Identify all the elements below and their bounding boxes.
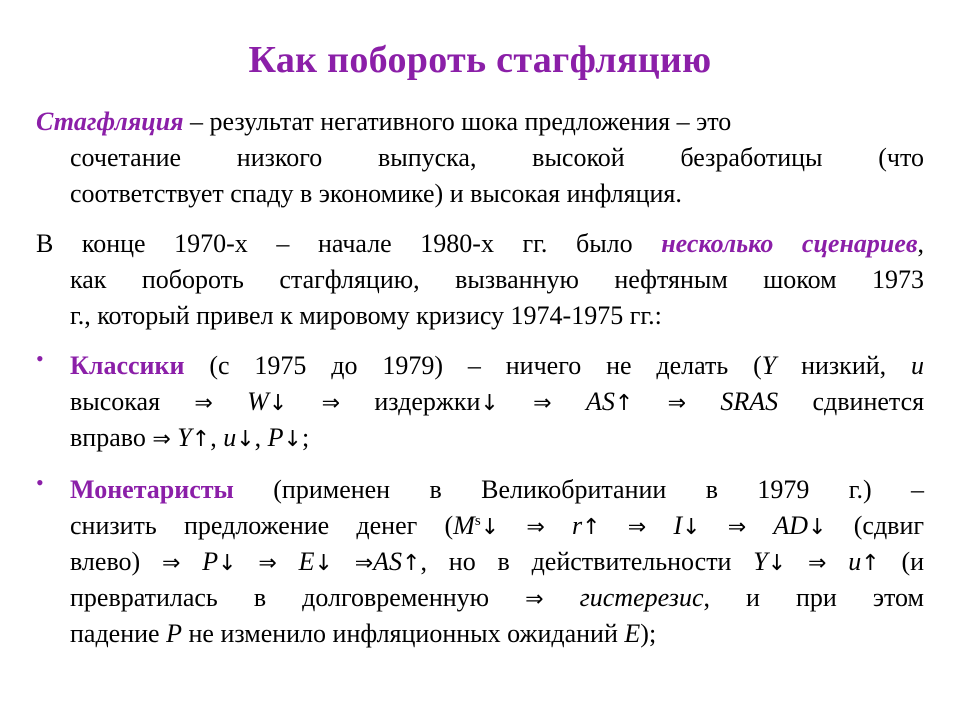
b2-line-4-a: превратилась в долговременную (70, 583, 490, 612)
up-arrow-icon: ↑ (861, 551, 880, 576)
superscript-s: s (474, 513, 481, 529)
b2-line-2 (36, 508, 924, 544)
page-title: Как побороть стагфляцию (248, 39, 712, 81)
b1-line-1 (36, 348, 924, 384)
implies-icon: ⇒ (162, 551, 181, 576)
b2-line-3-a: влево) (70, 547, 141, 576)
bullet-icon: • (36, 470, 44, 495)
var-M: M (453, 511, 475, 540)
up-arrow-icon: ↑ (191, 427, 211, 452)
p1-line-1-rest: – результат негативного шока предложения – это (190, 107, 732, 136)
term-stagflation: Стагфляция (36, 107, 184, 136)
var-u: u (911, 351, 925, 380)
implies-icon: ⇒ (627, 515, 647, 540)
b2-line-2-e: (сдвиг (853, 511, 925, 540)
b2-line-4-b: , и при этом (703, 583, 924, 612)
p1-line-1 (36, 104, 924, 140)
monetarists-bullet (36, 472, 924, 652)
down-arrow-icon: ↓ (314, 551, 333, 576)
p1-line-2 (36, 140, 924, 176)
var-Y: Y (753, 547, 768, 576)
implies-icon: ⇒ (526, 515, 545, 540)
hysteresis-term: гистерезис (579, 583, 704, 612)
var-Y: Y (177, 423, 192, 452)
scenarios-emphasis: несколько сценариев (661, 229, 918, 258)
var-Y: Y (761, 351, 777, 380)
var-P: P (267, 423, 284, 452)
down-arrow-icon: ↓ (682, 515, 701, 540)
p2-line-1-b: , (917, 229, 925, 258)
down-arrow-icon: ↓ (808, 515, 827, 540)
implies-icon: ⇒ (321, 391, 341, 416)
b2-line-5-c: ); (640, 619, 657, 648)
p2-line-1-a: В конце 1970-х – начале 1980-х гг. было (36, 229, 633, 258)
classics-heading: Классики (70, 351, 185, 380)
p1-line-2-text: сочетание низкого выпуска, высокой безработицы (что (70, 143, 924, 172)
var-u: u (848, 547, 862, 576)
b2-line-3-c: (и (901, 547, 925, 576)
b2-line-3-b: , но в действительности (420, 547, 732, 576)
bullet-icon: • (36, 346, 44, 371)
var-SRAS: SRAS (720, 387, 779, 416)
implies-icon: ⇒ (354, 551, 374, 576)
b1-line-3: вправо ⇒ Y↑, u↓, P↓; (70, 423, 310, 452)
implies-icon: ⇒ (667, 391, 687, 416)
implies-icon: ⇒ (727, 515, 747, 540)
b2-line-2-a: снизить предложение денег ( (70, 511, 454, 540)
down-arrow-icon: ↓ (283, 427, 302, 452)
b2-line-1 (36, 472, 924, 508)
b2-line-5-a: падение (70, 619, 167, 648)
down-arrow-icon: ↓ (236, 427, 255, 452)
implies-icon: ⇒ (533, 391, 552, 416)
implies-icon: ⇒ (194, 391, 213, 416)
down-arrow-icon: ↓ (218, 551, 237, 576)
var-E: E (298, 547, 315, 576)
b2-line-4 (36, 580, 924, 616)
var-AD: AD (773, 511, 809, 540)
b2-line-5 (36, 616, 924, 652)
var-AS: AS (585, 387, 615, 416)
down-arrow-icon: ↓ (767, 551, 787, 576)
p2-line-2-text: как побороть стагфляцию, вызванную нефтяным шоком 1973 (70, 265, 924, 294)
definition-paragraph (36, 104, 924, 212)
var-r: r (572, 511, 583, 540)
b1-line-1-b: низкий, (776, 351, 912, 380)
var-W: W (247, 387, 269, 416)
implies-icon: ⇒ (807, 551, 827, 576)
b1-line-2-a: высокая (70, 387, 161, 416)
classics-bullet (36, 348, 924, 456)
var-P: P (202, 547, 219, 576)
p2-line-2 (36, 262, 924, 298)
var-u: u (223, 423, 237, 452)
p1-line-3 (36, 176, 924, 212)
p2-line-3-text: г., который привел к мировому кризису 1974-1975 гг.: (70, 301, 662, 330)
var-I: I (673, 511, 683, 540)
b2-line-1-a: (применен в Великобритании в 1979 г.) – (273, 475, 925, 504)
var-E: E (624, 619, 641, 648)
p2-line-1 (36, 226, 924, 262)
implies-icon: ⇒ (258, 551, 277, 576)
scenarios-paragraph (36, 226, 924, 334)
monetarists-heading: Монетаристы (70, 475, 234, 504)
b2-line-5-b: не изменило инфляционных ожиданий (181, 619, 625, 648)
implies-icon: ⇒ (152, 427, 171, 452)
down-arrow-icon: ↓ (480, 391, 499, 416)
up-arrow-icon: ↑ (402, 551, 421, 576)
b1-line-2-d: сдвинется (812, 387, 925, 416)
p1-line-3-text: соответствует спаду в экономике) и высокая инфляция. (70, 179, 682, 208)
var-AS: AS (373, 547, 403, 576)
b1-line-2-c: издержки (374, 387, 481, 416)
down-arrow-icon: ↓ (268, 391, 288, 416)
b1-line-1-a: (с 1975 до 1979) – ничего не делать ( (209, 351, 762, 380)
var-P: P (166, 619, 182, 648)
up-arrow-icon: ↑ (614, 391, 634, 416)
b1-line-3-a: вправо (70, 423, 146, 452)
p2-line-3 (36, 298, 924, 334)
b2-line-3 (36, 544, 924, 580)
b1-line-2 (36, 384, 924, 420)
b1-line-3-end: ; (301, 423, 310, 452)
down-arrow-icon: ↓ (480, 515, 500, 540)
implies-icon: ⇒ (525, 587, 544, 612)
up-arrow-icon: ↑ (582, 515, 601, 540)
